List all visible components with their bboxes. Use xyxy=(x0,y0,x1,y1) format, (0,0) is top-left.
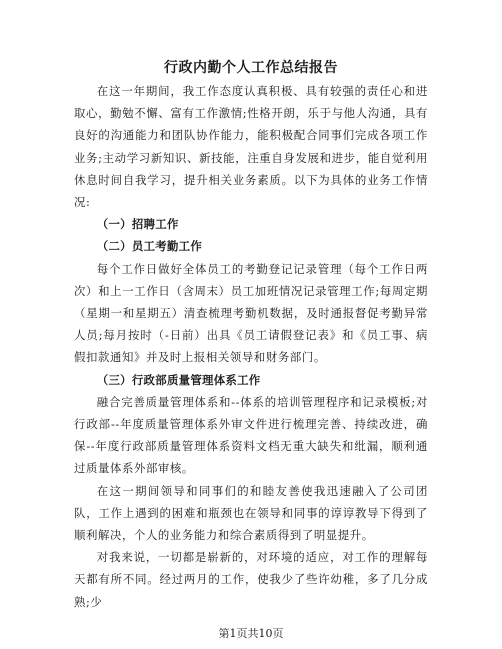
section-heading-recruitment: （一）招聘工作 xyxy=(96,217,179,232)
team-paragraph: 在这一期间领导和同事们的和睦友善使我迅速融入了公司团队，工作上遇到的困难和瓶颈也在领导和同事的谆谆教导下得到了顺利解决，个人的业务能力和综合素质得到了明显提升。 xyxy=(74,483,428,543)
page-number-footer: 第1页共10页 xyxy=(218,627,284,640)
section-heading-quality-system: （三）行政部质量管理体系工作 xyxy=(96,372,261,387)
document-title: 行政内勤个人工作总结报告 xyxy=(164,60,338,76)
attendance-paragraph: 每个工作日做好全体员工的考勤登记记录管理（每个工作日两次）和上一工作日（含周末）员工加班情况记录管理工作;每周定期（星期一和星期五）清查梳理考勤机数据，及时通报督促考勤异常人员;每月按时（-日前）出具《员工请假登记表》和《员工事、病假扣款通知》并及时上报相关领导和财务部门。 xyxy=(74,261,428,365)
quality-system-paragraph: 融合完善质量管理体系和--体系的培训管理程序和记录模板;对行政部--年度质量管理体系外审文件进行梳理完善、持续改进，确保--年度行政部质量管理体系资料文档无重大缺失和纰漏，顺利通过质量体系外部审核。 xyxy=(74,394,428,476)
closing-paragraph: 对我来说，一切都是崭新的，对环境的适应，对工作的理解每天都有所不同。经过两月的工作，使我少了些许幼稚，多了几分成熟;少 xyxy=(74,550,428,609)
intro-paragraph: 在这一年期间，我工作态度认真积极、具有较强的责任心和进取心，勤勉不懈、富有工作激情;性格开朗，乐于与他人沟通，具有良好的沟通能力和团队协作能力，能积极配合同事们完成各项工作业务;主动学习新知识、新技能，注重自身发展和进步，能自觉利用休息时间自我学习，提升相关业务素质。以下为具体的业务工作情况: xyxy=(74,84,428,210)
section-heading-attendance: （二）员工考勤工作 xyxy=(96,239,203,254)
document-body xyxy=(74,80,428,613)
